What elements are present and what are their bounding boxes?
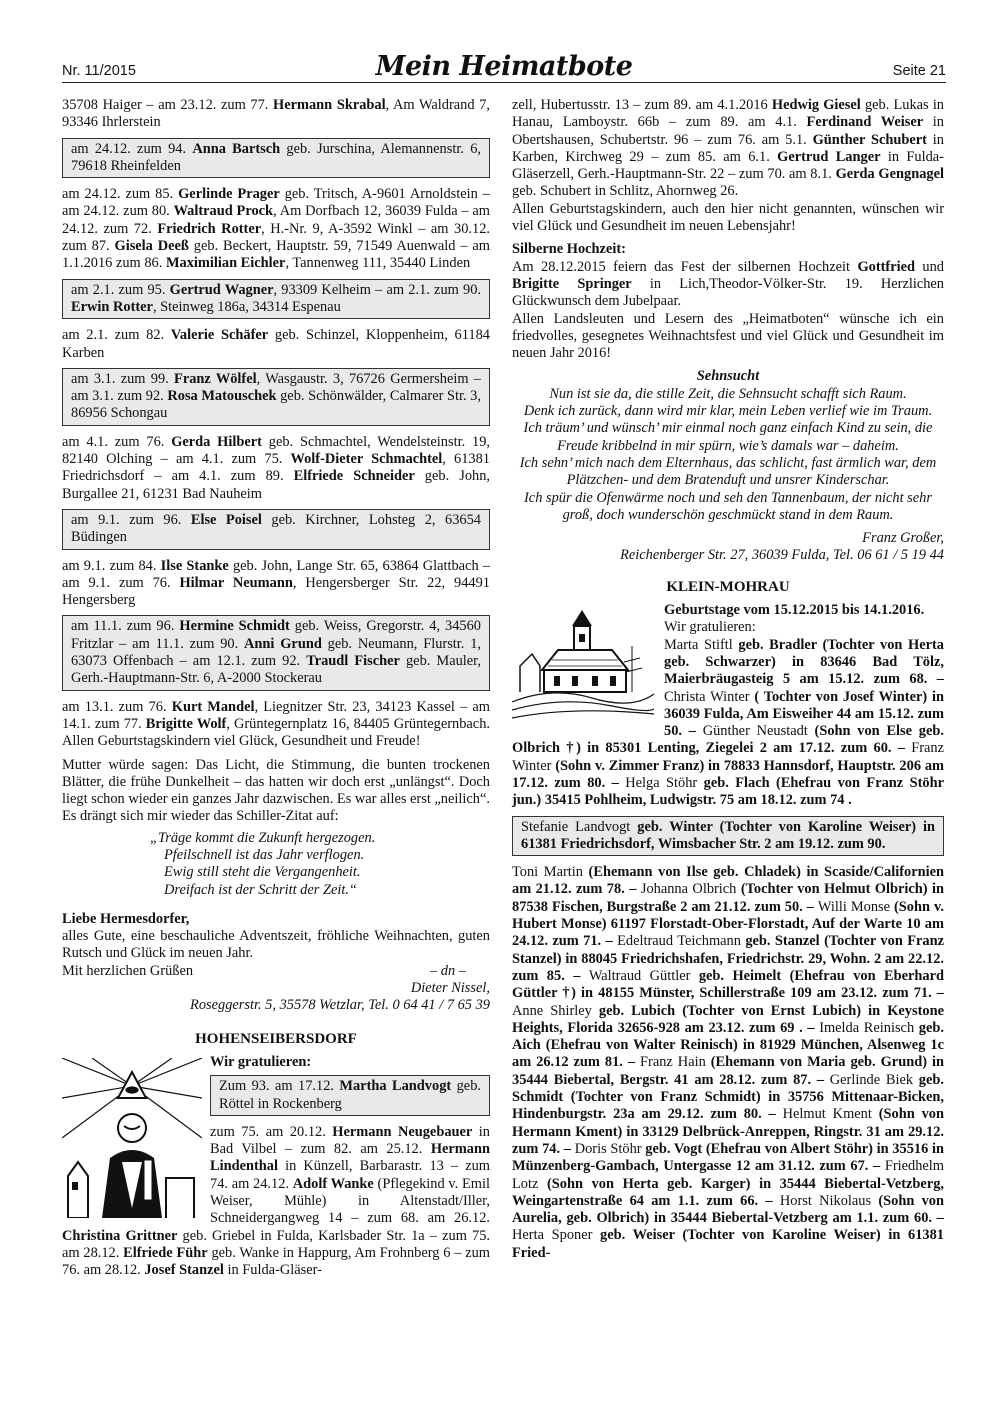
paragraph: alles Gute, eine beschauliche Adventszeit, fröhliche Weihnachten, guten Rutsch und Glück im neuen Jahr. xyxy=(62,928,490,962)
birthday-range: Geburtstage vom 15.12.2015 bis 14.1.2016. xyxy=(664,602,925,619)
text-segment: Marta Stiftl xyxy=(664,636,733,653)
section-subheading: Wir gratulieren: xyxy=(664,619,756,636)
text-segment: geb. Beckert, Hauptstr. 59, 71549 Auenwald – am 1.1.2016 zum 86. xyxy=(62,238,490,272)
text-segment: in Künzell, Barbarastr. 13 – zum 74. am 24.12. xyxy=(210,1158,490,1192)
text-segment: , Steinweg 186a, 34314 Espenau xyxy=(152,298,341,315)
silver-wedding-heading: Silberne Hochzeit: xyxy=(512,241,626,258)
text-segment: Edeltraud Teichmann xyxy=(617,933,741,950)
person-name: Brigitte Springer xyxy=(512,275,632,292)
person-name: Friedrich Rotter xyxy=(157,220,262,237)
text-segment: Gerlinde Biek xyxy=(829,1071,914,1088)
text-segment: Horst Nikolaus xyxy=(779,1192,872,1209)
paragraph xyxy=(512,97,944,201)
person-name: Erwin Rotter xyxy=(71,298,153,315)
woodcut-saint-icon xyxy=(62,1058,202,1218)
person-name: Gerlinde Prager xyxy=(178,186,280,203)
paragraph xyxy=(62,327,490,362)
text-segment: geb. Lukas in Hanau, Lamboystr. 66b – zum 89. am 4.1. xyxy=(512,97,945,131)
person-name: (Sohn von Else geb. Olbrich †) in 85301 Lenting, Ziegelei 2 am 17.12. zum 60. – xyxy=(512,723,944,757)
signature-address: Roseggerstr. 5, 35578 Wetzlar, Tel. 0 64 41 / 7 65 39 xyxy=(190,997,490,1014)
person-name: Martha Landvogt xyxy=(339,1078,452,1095)
page-header xyxy=(62,51,946,83)
person-name: (Sohn von Herta geb. Karger) in 35444 Biebertal-Vetzberg, Weingartenstraße 64 am 1.1. zum 66. – xyxy=(512,1175,944,1209)
person-name: geb. Flach (Ehefrau von Franz Stöhr jun.) 35415 Pohlheim, Ludwigstr. 75 am 18.12. zum 74 . xyxy=(512,774,944,809)
text-segment: Stefanie Landvogt xyxy=(521,818,631,835)
section-heading: KLEIN-MOHRAU xyxy=(666,578,790,595)
church-village-icon xyxy=(512,606,654,726)
person-name: Rosa Matouschek xyxy=(167,388,277,405)
text-segment: und xyxy=(915,258,944,275)
text-segment: Günther Neustadt xyxy=(702,723,808,740)
poem-line: Nun ist sie da, die stille Zeit, die Sehnsucht schafft sich Raum. xyxy=(549,385,907,402)
poem-line: Ich träum’ und wünsch’ mir einmal noch ganz einfach Kind zu sein, die Freude kribbelnd in mir spürn, wie’s damals war – daheim. xyxy=(523,420,933,454)
text-segment: geb. Wanke in Happurg, Am Frohnberg 6 – zum 76. am 28.12. xyxy=(62,1244,490,1279)
person-name: geb. Winter (Tochter von Karoline Weiser) in 61381 Friedrichsdorf, Wimsbacher Str. 2 am 19.12. zum 90. xyxy=(521,818,936,852)
author-initials: – dn – xyxy=(430,962,466,979)
person-name: Gertrud Wagner xyxy=(169,281,274,298)
text-segment: geb. Griebel in Fulda, Karlsbader Str. 1a – zum 75. am 28.12. xyxy=(62,1227,490,1261)
page-number: Seite 21 xyxy=(892,63,946,79)
person-name: (Sohn von Hermann Kment) in 33129 Delbrück-Anreppen, Ringstr. 31 am 29.12. zum 74. – xyxy=(512,1106,944,1157)
poem-line: Ich sehn’ mich nach dem Elternhaus, das schlicht, fast ärmlich war, dem Plätzchen- und dem Bratenduft und unsrer Kinderschar. xyxy=(519,454,937,489)
person-name: (Ehemann von Maria geb. Grund) in 35444 Biebertal, Bergstr. 41 am 28.12. zum 87. – xyxy=(512,1054,944,1088)
person-name: Gottfried xyxy=(857,258,915,275)
paragraph xyxy=(512,864,944,1262)
person-name: geb. Lubich (Tochter von Ernst Lubich) in Keystone Heights, Florida 32656-928 am 23.12. zum 69 . – xyxy=(512,1002,944,1036)
section-subheading: Wir gratulieren: xyxy=(210,1053,312,1070)
text-segment: in Obertshausen, Schubertstr. 96 – zum 76. am 5.1. xyxy=(512,114,944,148)
text-segment: geb. Weiss, Gregorstr. 4, 34560 Fritzlar – am 11.1. zum 90. xyxy=(71,618,482,652)
person-name: Hedwig Giesel xyxy=(771,97,861,113)
highlight-box xyxy=(62,615,490,690)
person-name: geb. Bradler (Tochter von Herta geb. Schwarzer) in 83646 Bad Tölz, Maierbräugasteig 5 am 15.12. zum 68. – xyxy=(664,636,944,688)
person-name: Anna Bartsch xyxy=(192,140,281,157)
poem-address: Reichenberger Str. 27, 36039 Fulda, Tel. 06 61 / 5 19 44 xyxy=(620,547,944,564)
text-segment: Helmut Kment xyxy=(782,1106,872,1123)
text-segment: , Hengersberger Str. 22, 94491 Hengersberg xyxy=(62,574,490,609)
text-segment: geb. Mauler, Gerh.-Hauptmann-Str. 6, A-2000 Stockerau xyxy=(71,653,481,687)
person-name: Valerie Schäfer xyxy=(170,327,269,344)
right-column xyxy=(512,97,944,1268)
highlight-box xyxy=(210,1075,490,1116)
person-name: (Sohn von Aurelia, geb. Olbrich) in 35444 Biebertal-Vetzberg am 1.1. zum 60. – xyxy=(512,1192,944,1227)
person-name: (Sohn v. Zimmer Franz) in 78833 Hannsdorf, Hauptstr. 206 am 17.12. zum 80. – xyxy=(512,757,944,791)
person-name: (Tochter von Helmut Olbrich) in 87538 Fischen, Burgstraße 2 am 21.12. zum 50. – xyxy=(512,881,944,915)
text-segment: zell, Hubertusstr. 13 – zum 89. am 4.1.2016 xyxy=(512,97,772,113)
text-segment: geb. Tritsch, A-9601 Arnoldstein – am 24.12. zum 80. xyxy=(62,186,490,220)
person-name: geb. Stanzel (Tochter von Franz Stanzel) in 88045 Friedrichshafen, Friedrichstr. 29, Wohn. 2 am 22.12. zum 85. – xyxy=(512,933,944,984)
person-name: Gisela Deeß xyxy=(114,238,189,255)
person-name: Gertrud Langer xyxy=(777,148,881,165)
text-segment: Imelda Reinisch xyxy=(819,1019,915,1036)
text-segment: in Bad Vilbel – zum 82. am 25.12. xyxy=(210,1123,490,1158)
text-segment: am 3.1. zum 99. xyxy=(71,370,175,387)
text-segment: Helga Stöhr xyxy=(625,774,698,791)
text-segment: zum 75. am 20.12. xyxy=(210,1123,333,1140)
text-segment: am 2.1. zum 95. xyxy=(71,281,170,298)
text-segment: Toni Martin xyxy=(512,864,583,881)
text-segment: geb. John, Lange Str. 65, 63864 Glattbach – am 9.1. zum 76. xyxy=(62,557,491,591)
text-segment: Waltraud Güttler xyxy=(588,967,691,984)
signature-name: Dieter Nissel, xyxy=(410,980,490,997)
paragraph: Allen Landsleuten und Lesern des „Heimatboten“ wünsche ich ein friedvolles, gesegnetes Weihnachtsfest und viel Glück und Gesundheit im neuen Jahr 2016! xyxy=(512,310,944,362)
person-name: Else Poisel xyxy=(190,511,262,528)
text-segment: , H.-Nr. 9, A-3592 Winkl – am 30.12. zum 87. xyxy=(62,220,490,255)
poem-line: Ich spür die Ofenwärme noch und seh den Tannenbaum, der nicht sehr groß, doch wunderschön geschmückt stand in dem Raum. xyxy=(524,489,932,523)
text-segment: , Grüntegernplatz 16, 84405 Grüntegernbach. Allen Geburtstagskindern viel Glück, Gesundheit und Freude! xyxy=(62,715,490,750)
text-segment: geb. Kirchner, Lohsteg 2, 63654 Büdingen xyxy=(71,511,481,546)
paragraph xyxy=(62,558,490,610)
person-name: Ferdinand Weiser xyxy=(806,114,924,131)
person-name: (Ehemann von Ilse geb. Chladek) in Scaside/Californien am 21.12. zum 78. – xyxy=(512,864,944,898)
greeting-heading: Liebe Hermesdorfer, xyxy=(62,910,190,927)
poem xyxy=(512,368,944,524)
text-segment: Zum 93. am 17.12. xyxy=(219,1078,340,1095)
text-segment: geb. Schönwälder, Calmarer Str. 3, 86956 Schongau xyxy=(71,388,481,422)
paragraph: Es drängt sich mir wieder das Schiller-Zitat auf: xyxy=(62,808,339,825)
text-segment: in Karben, Kirchweg 29 – zum 85. am 6.1. xyxy=(512,131,944,165)
person-name: Elfriede Führ xyxy=(123,1244,208,1261)
poem-author: Franz Großer, xyxy=(862,530,944,547)
text-segment: Friedhelm Lotz xyxy=(512,1158,944,1192)
text-segment: 35708 Haiger – am 23.12. zum 77. xyxy=(62,97,274,113)
highlight-box xyxy=(62,279,490,320)
text-segment: am 13.1. zum 76. xyxy=(62,698,172,715)
text-segment: geb. John, Burgallee 21, 61231 Bad Nauheim xyxy=(62,468,490,502)
text-segment: , Am Dorfbach 12, 36039 Fulda – am 24.12. zum 72. xyxy=(62,203,491,237)
text-segment: am 2.1. zum 82. xyxy=(62,327,171,344)
text-segment: Franz Winter xyxy=(512,740,944,774)
text-segment: Johanna Olbrich xyxy=(640,881,737,898)
person-name: Hermann Lindenthal xyxy=(210,1141,490,1175)
schiller-quote xyxy=(62,830,490,899)
paragraph xyxy=(62,699,490,751)
text-segment: am 24.12. zum 85. xyxy=(62,186,179,203)
person-name: Wolf-Dieter Schmachtel xyxy=(290,451,443,468)
person-name: geb. Vogt (Ehefrau von Albert Stöhr) in 35516 in Münzenberg-Gambach, Untergasse 12 am 31.12. zum 67. – xyxy=(512,1140,944,1175)
text-segment: in Lich,Theodor-Völker-Str. 19. Herzlichen Glückwunsch dem Jubelpaar. xyxy=(512,275,944,310)
person-name: geb. Weiser (Tochter von Karoline Weiser) in 61381 Fried- xyxy=(512,1227,944,1261)
text-segment: am 9.1. zum 84. xyxy=(62,557,161,574)
person-name: ( Tochter von Josef Winter) in 36039 Fulda, Am Eisweiher 44 am 15.12. zum 50. – xyxy=(664,688,944,740)
paragraph xyxy=(62,186,490,272)
highlight-box xyxy=(62,509,490,550)
person-name: geb. Aich (Ehefrau von Walter Reinisch) in 81929 München, Alsenweg 1c am 26.12 zum 81. – xyxy=(512,1019,944,1071)
paragraph: Allen Geburtstagskindern, auch den hier nicht genannten, wünschen wir viel Glück und Gesundheit im neuen Lebensjahr! xyxy=(512,200,944,235)
masthead-logo: Mein Heimatbote xyxy=(375,51,633,82)
person-name: Gerda Gengnagel xyxy=(835,166,944,183)
paragraph: Mutter würde sagen: Das Licht, die Stimmung, die bunten trockenen Blätter, die frühe Dunkelheit – das hatten wir doch erst „unlängst“. Doch liegt schon wieder ein ganzes Jahr dazwischen. Es war alles erst „neilich“. xyxy=(62,756,490,808)
person-name: geb. Heimelt (Ehefrau von Eberhard Güttler †) in 48155 Münster, Schillerstraße 109 am 23.12. zum 71. – xyxy=(512,967,944,1002)
text-segment: geb. Schinzel, Kloppenheim, 61184 Karben xyxy=(62,327,490,361)
text-segment: Christa Winter xyxy=(664,688,750,705)
text-segment: geb. Neumann, Flurstr. 1, 63073 Offenbach – am 12.1. zum 92. xyxy=(71,635,481,670)
paragraph xyxy=(62,97,490,132)
text-segment: , Liegnitzer Str. 23, 34123 Kassel – am 14.1. zum 77. xyxy=(62,698,490,732)
person-name: Kurt Mandel xyxy=(171,698,255,715)
text-segment: Am 28.12.2015 feiern das Fest der silbernen Hochzeit xyxy=(512,258,858,275)
text-segment: geb. Schmachtel, Wendelsteinstr. 19, 82140 Olching – am 4.1. zum 75. xyxy=(62,433,490,468)
text-segment: , 61381 Friedrichsdorf – am 4.1. zum 89. xyxy=(62,451,491,485)
text-segment: in Fulda-Gläserzell, Gerh.-Hauptmann-Str. 22 – zum 70. am 8.1. xyxy=(512,148,944,183)
poem-title: Sehnsucht xyxy=(696,368,760,385)
person-name: Adolf Wanke xyxy=(292,1175,374,1192)
text-segment: geb. Röttel in Rockenberg xyxy=(219,1078,481,1112)
left-column xyxy=(62,97,490,1286)
text-segment: am 11.1. zum 96. xyxy=(71,618,180,635)
person-name: Hermine Schmidt xyxy=(179,618,290,635)
text-segment: geb. Jurschina, Alemannenstr. 6, 79618 Rheinfelden xyxy=(71,140,481,174)
text-segment: Doris Stöhr xyxy=(574,1140,642,1157)
paragraph xyxy=(512,259,944,311)
quote-line: Pfeilschnell ist das Jahr verflogen. xyxy=(164,846,365,863)
text-segment: in Fulda-Gläser- xyxy=(223,1262,322,1279)
paragraph: Mit herzlichen Grüßen xyxy=(62,962,194,979)
poem-line: Denk ich zurück, dann wird mir klar, mein Leben verlief wie im Traum. xyxy=(523,403,933,420)
paragraph xyxy=(62,434,490,503)
highlight-box xyxy=(62,368,490,426)
person-name: Traudl Fischer xyxy=(306,653,400,670)
person-name: Brigitte Wolf xyxy=(145,715,227,732)
text-segment: am 9.1. zum 96. xyxy=(71,511,191,528)
text-segment: geb. Schubert in Schlitz, Ahornweg 26. xyxy=(512,183,739,200)
person-name: Christina Grittner xyxy=(62,1227,178,1244)
highlight-box xyxy=(62,138,490,179)
text-segment: Franz Hain xyxy=(640,1054,706,1071)
person-name: Hermann Neugebauer xyxy=(332,1123,473,1140)
text-segment: , 93309 Kelheim – am 2.1. zum 90. xyxy=(273,281,482,298)
text-segment: Anne Shirley xyxy=(512,1002,592,1019)
person-name: Anni Grund xyxy=(244,635,322,652)
text-segment: (Pflegekind v. Emil Weiser, Mühle) in Altenstadt/Iller, Schneidergangweg 14 – zum 68. am 26.12. xyxy=(210,1175,490,1227)
text-segment: Herta Sponer xyxy=(512,1227,593,1244)
text-segment: , Tannenweg 111, 35440 Linden xyxy=(285,255,471,272)
person-name: Hermann Skrabal xyxy=(273,97,386,113)
text-segment: am 4.1. zum 76. xyxy=(62,433,172,450)
person-name: Waltraud Prock xyxy=(173,203,274,220)
highlight-box xyxy=(512,816,944,857)
quote-line: „Träge kommt die Zukunft hergezogen. xyxy=(150,829,376,846)
text-segment: , Am Waldrand 7, 93346 Ihrlerstein xyxy=(62,97,490,131)
section-heading: HOHENSEIBERSDORF xyxy=(195,1030,357,1047)
person-name: Ilse Stanke xyxy=(160,557,229,574)
person-name: Elfriede Schneider xyxy=(293,468,415,485)
person-name: Gerda Hilbert xyxy=(171,433,262,450)
quote-line: Ewig still steht die Vergangenheit. xyxy=(164,864,361,881)
person-name: Maximilian Eichler xyxy=(165,255,286,272)
text-segment: am 24.12. zum 94. xyxy=(71,140,193,157)
issue-number: Nr. 11/2015 xyxy=(62,63,136,79)
person-name: Josef Stanzel xyxy=(144,1262,224,1279)
person-name: Günther Schubert xyxy=(812,131,927,148)
text-segment: , Wasgaustr. 3, 76726 Germersheim – am 3.1. zum 92. xyxy=(71,370,481,405)
text-segment: Willi Monse xyxy=(817,898,891,915)
person-name: geb. Schmidt (Tochter von Franz Schmidt) in 35756 Mittenaar-Bicken, Hindenburgstr. 23a am 29.12. zum 80. – xyxy=(512,1071,944,1123)
person-name: Franz Wölfel xyxy=(174,370,257,387)
person-name: Hilmar Neumann xyxy=(179,574,293,591)
quote-line: Dreifach ist der Schritt der Zeit.“ xyxy=(164,881,357,898)
person-name: (Sohn v. Hubert Monse) 61197 Florstadt-Ober-Florstadt, Auf der Warte 10 am 24.12. zum 71. – xyxy=(512,898,944,950)
